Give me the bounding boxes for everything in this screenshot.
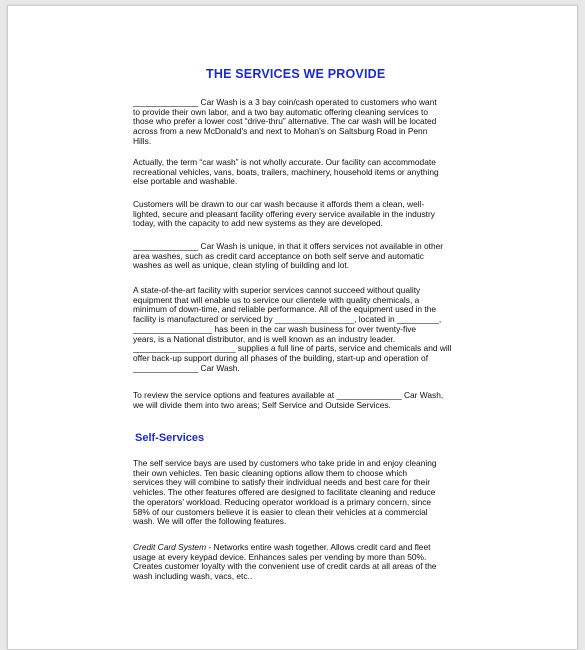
paragraph-equipment [133, 286, 465, 373]
feature-description: - Networks entire wash together. Allows credit card and fleet [206, 542, 431, 552]
text-line: lighted, secure and pleasant facility offering every service available in the industry [133, 208, 435, 219]
document-title: THE SERVICES WE PROVIDE [206, 67, 386, 81]
text-line: minimum of down-time, and reliable performance. All of the equipment used in the [133, 304, 437, 315]
text-line: years, is a National distributor, and is well known as an industry leader. [133, 333, 396, 344]
text-line: washes as well as unique, clean styling of building and lot. [133, 260, 350, 271]
text-line: their own vehicles. Ten basic cleaning options allow them to choose which [133, 467, 408, 478]
text-line: _________________ has been in the car wash business for over twenty-five [133, 323, 417, 334]
feature-credit-card-system [133, 543, 465, 582]
text-line: vehicles. The other features offered are designed to facilitate cleaning and reduce [133, 487, 436, 498]
paragraph-car-wash-term [133, 158, 465, 187]
text-line: area washes, such as credit card acceptance on both self serve and automatic [133, 250, 424, 261]
text-line: Hills. [133, 135, 152, 146]
text-line: ______________ Car Wash. [133, 362, 240, 373]
paragraph-unique [133, 242, 465, 271]
paragraph-intro [133, 98, 465, 147]
text-line: A state-of-the-art facility with superior services cannot succeed without quality [133, 285, 421, 295]
text-line: else portable and washable. [133, 176, 238, 187]
text-line: across from a new McDonald’s and next to Mohan’s on Saltsburg Road in Penn [133, 126, 428, 137]
text-line: ______________ Car Wash is unique, in that it offers services not available in other [133, 241, 444, 251]
text-line: today, with the capacity to add new systems as they are developed. [133, 218, 383, 229]
text-line: Actually, the term “car wash” is not wholly accurate. Our facility can accommodate [133, 157, 436, 167]
text-line: those who prefer a lower cost “drive-thru” alternative. The car wash will be located [133, 116, 437, 127]
text-line: To review the service options and features available at ______________ Car Wash, [133, 390, 444, 400]
paragraph-review-options [133, 391, 465, 410]
text-line: equipment that will enable us to service our clientele with quality chemicals, a [133, 294, 420, 305]
text-line: ______________ Car Wash is a 3 bay coin/cash operated to customers who want [133, 97, 437, 107]
text-line: the operators’ workload. Reducing operator workload is a primary concern, since [133, 496, 432, 507]
text-line: wash. We will offer the following features. [133, 516, 287, 527]
text-line: we will divide them into two areas; Self Service and Outside Services. [133, 399, 391, 410]
text-line: facility is manufactured or serviced by _________________, located in _________, [133, 314, 442, 325]
text-line: usage at every keypad device. Enhances sales per vending by more than 50%. [133, 551, 427, 562]
text-line: Creates customer loyalty with the convenient use of credit cards at all areas of the [133, 561, 437, 572]
paragraph-self-service-bays [133, 459, 465, 527]
text-line: ______________________ supplies a full line of parts, service and chemicals and will [133, 343, 452, 354]
text-line: The self service bays are used by customers who take pride in and enjoy cleaning [133, 458, 437, 468]
section-heading-self-services: Self-Services [135, 432, 205, 444]
feature-label: Credit Card System [133, 542, 207, 552]
text-line: to provide their own labor, and a two bay automatic offering cleaning services to [133, 106, 429, 117]
text-line: wash including wash, vacs, etc.. [133, 571, 253, 582]
paragraph-customers [133, 200, 465, 229]
text-line: offer back-up support during all phases of the building, start-up and operation of [133, 352, 429, 363]
text-line: recreational vehicles, vans, boats, trailers, machinery, household items or anything [133, 166, 439, 177]
text-line: Customers will be drawn to our car wash because it affords them a clean, well- [133, 199, 425, 209]
text-line: services they will combine to satisfy their individual needs and best care for their [133, 477, 430, 488]
text-line: 58% of our customers believe it is easier to clean their vehicles at a commercial [133, 506, 428, 517]
